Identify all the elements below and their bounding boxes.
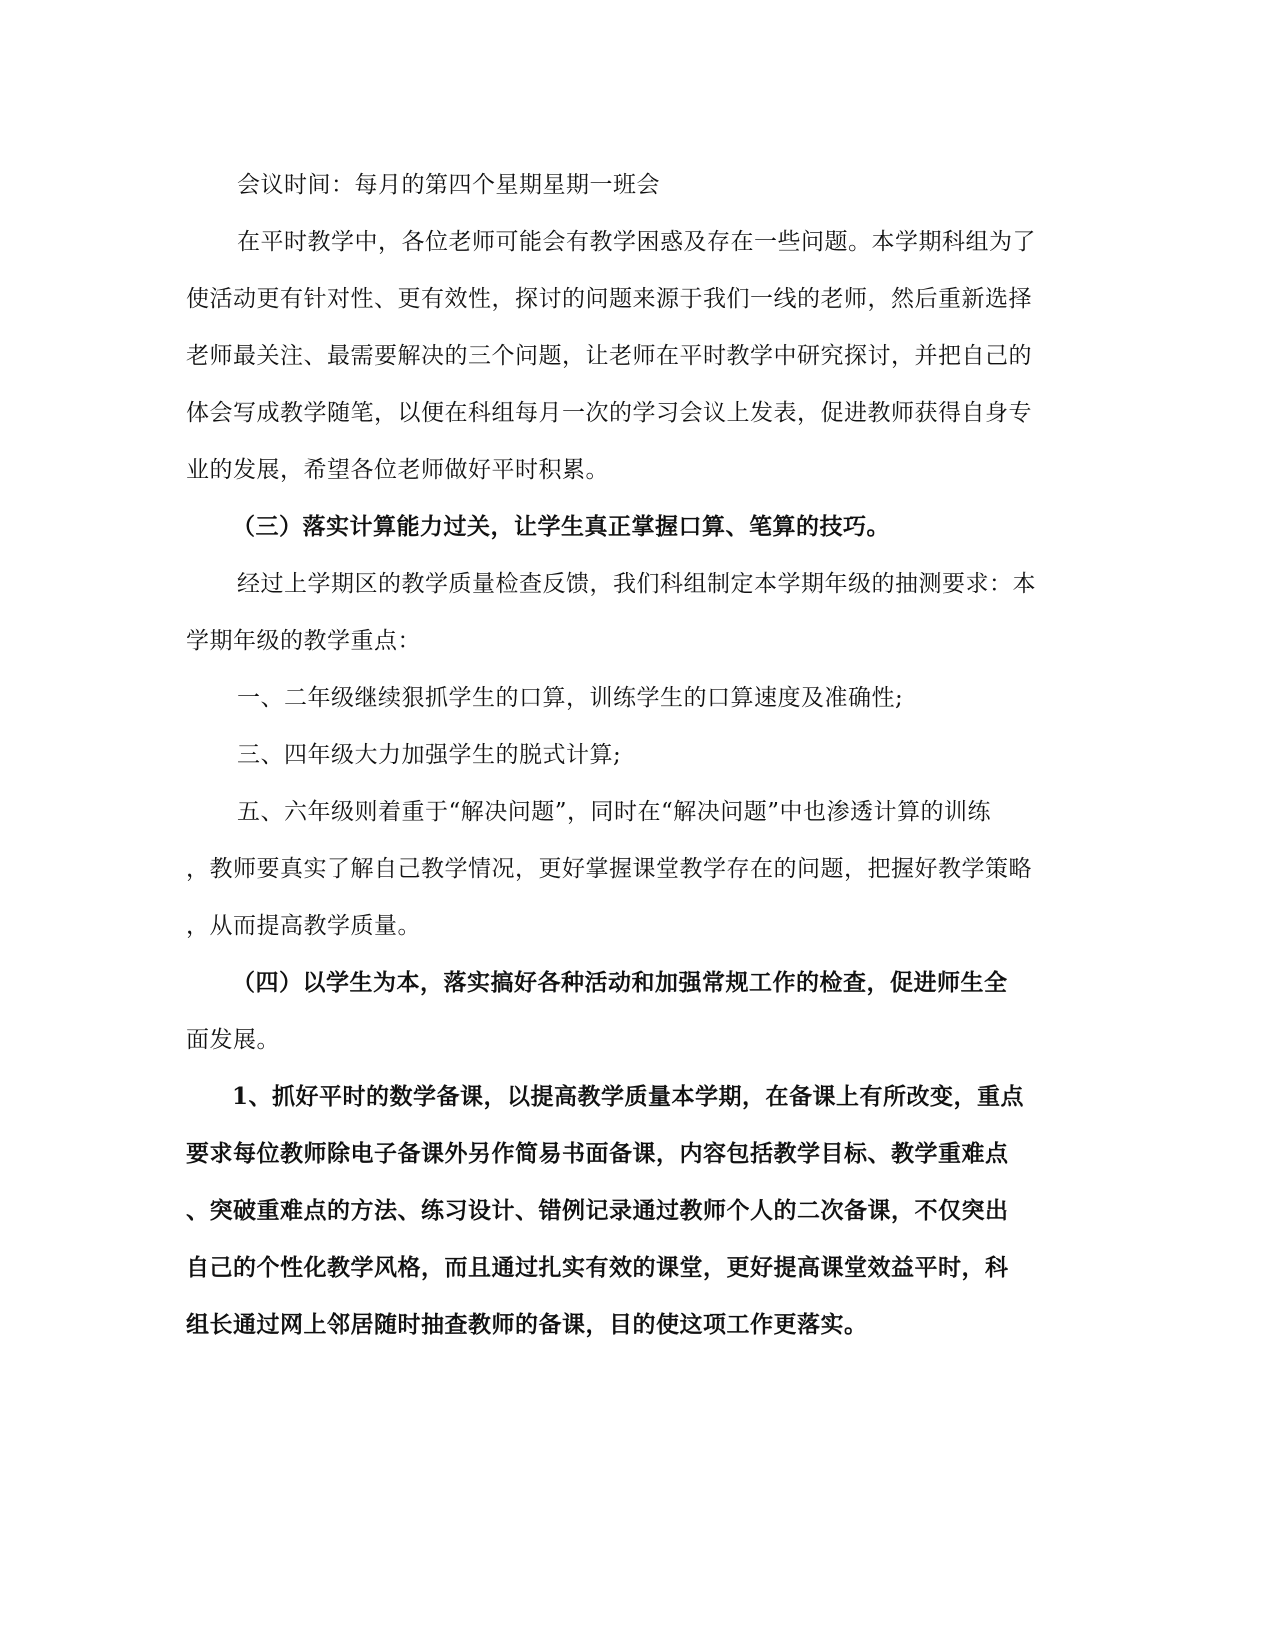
list-item: 五、六年级则着重于“解决问题”，同时在“解决问题”中也渗透计算的训练 <box>237 799 992 825</box>
paragraph-line: ，教师要真实了解自己教学情况，更好掌握课堂教学存在的问题，把握好教学策略 <box>186 856 1032 882</box>
section-heading-3: （三）落实计算能力过关，让学生真正掌握口算、笔算的技巧。 <box>232 513 890 540</box>
section-heading-4: （四）以学生为本，落实搞好各种活动和加强常规工作的检查，促进师生全 <box>232 969 1008 996</box>
section-heading-4-continued: 面发展。 <box>186 1027 280 1053</box>
paragraph-line: 老师最关注、最需要解决的三个问题，让老师在平时教学中研究探讨，并把自己的 <box>186 343 1032 369</box>
bold-paragraph-line: 1、抓好平时的数学备课，以提高教学质量本学期，在备课上有所改变，重点 <box>232 1083 1025 1110</box>
paragraph-line: 经过上学期区的教学质量检查反馈，我们科组制定本学期年级的抽测要求：本 <box>237 571 1036 597</box>
bold-paragraph-line: 、突破重难点的方法、练习设计、错例记录通过教师个人的二次备课，不仅突出 <box>186 1197 1009 1224</box>
paragraph-line: 学期年级的教学重点： <box>186 628 421 654</box>
paragraph-line: 使活动更有针对性、更有效性，探讨的问题来源于我们一线的老师，然后重新选择 <box>186 286 1032 312</box>
bold-paragraph-line: 自己的个性化教学风格，而且通过扎实有效的课堂，更好提高课堂效益平时，科 <box>186 1254 1009 1281</box>
paragraph-line: 在平时教学中，各位老师可能会有教学困惑及存在一些问题。本学期科组为了 <box>237 229 1036 255</box>
paragraph-line: ，从而提高教学质量。 <box>186 913 421 939</box>
list-item: 三、四年级大力加强学生的脱式计算; <box>237 742 622 768</box>
paragraph-line: 业的发展，希望各位老师做好平时积累。 <box>186 457 609 483</box>
bold-paragraph-line: 要求每位教师除电子备课外另作简易书面备课，内容包括教学目标、教学重难点 <box>186 1140 1009 1167</box>
bold-paragraph-line: 组长通过网上邻居随时抽查教师的备课，目的使这项工作更落实。 <box>186 1311 868 1338</box>
paragraph-line: 体会写成教学随笔，以便在科组每月一次的学习会议上发表，促进教师获得自身专 <box>186 400 1032 426</box>
meeting-time-line: 会议时间：每月的第四个星期星期一班会 <box>237 172 660 198</box>
list-item: 一、二年级继续狠抓学生的口算，训练学生的口算速度及准确性; <box>237 685 904 711</box>
